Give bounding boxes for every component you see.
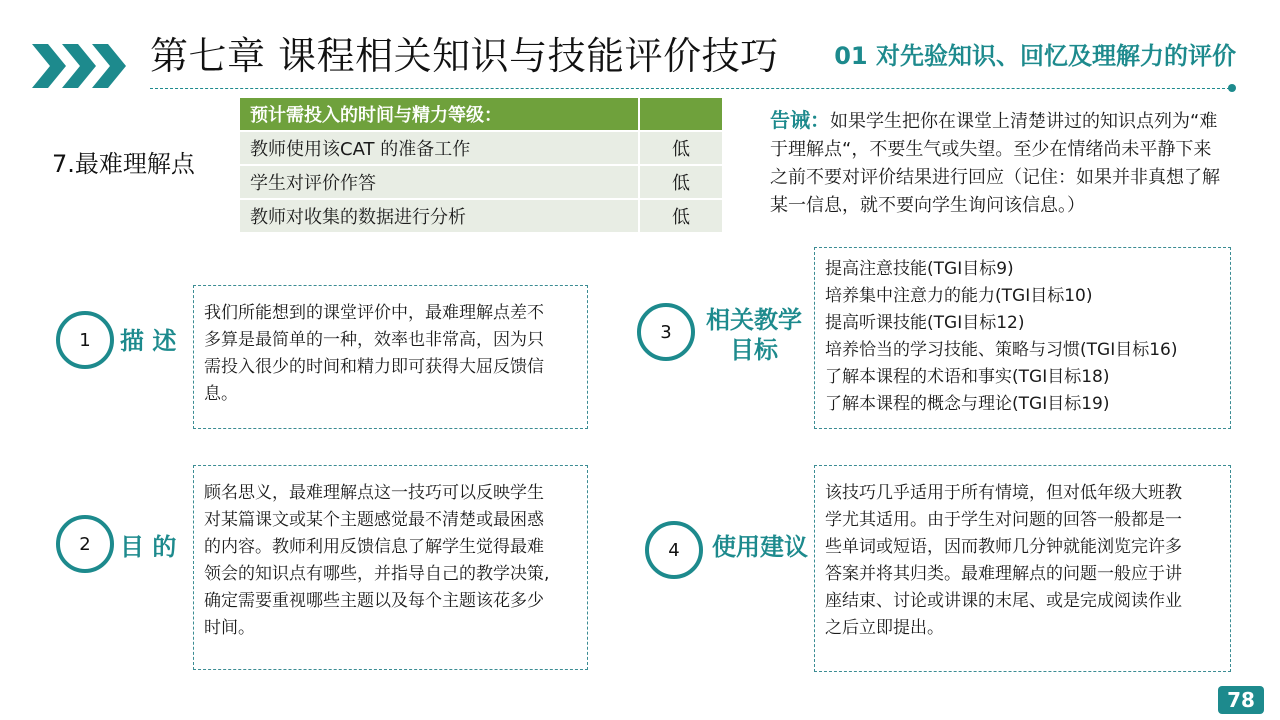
text-line: 时间。 [204,618,255,638]
warning-text: 如果学生把你在课堂上清楚讲过的知识点列为“难于理解点“，不要生气或失望。至少在情绪尚未平静下来之前不要对评价结果进行回应（记住：如果并非真想了解某一信息，就不要向学生询问该信息。） [770,111,1220,216]
chevron-arrows-icon [32,44,128,88]
table-row [240,166,722,198]
text-line: 需投入很少的时间和精力即可获得大屈反馈信 [204,357,544,377]
label-line: 目标 [730,336,778,364]
text-line: 培养集中注意力的能力(TGI目标10) [825,286,1093,306]
table-row-label: 教师对收集的数据进行分析 [240,200,638,232]
page-number-badge: 78 [1218,686,1264,714]
page-title: 第七章 课程相关知识与技能评价技巧 [150,34,779,78]
warning-label: 告诫： [770,108,830,132]
text-line: 答案并将其归类。最难理解点的问题一般应于讲 [825,564,1182,584]
text-line: 对某篇课文或某个主题感觉最不清楚或最困惑 [204,510,544,530]
number-circle-2: 2 [56,515,114,573]
table-header-cell: 预计需投入的时间与精力等级： [240,98,638,130]
table-header-row [240,98,722,130]
block-label-usage-suggestions: 使用建议 [712,533,808,561]
text-line: 我们所能想到的课堂评价中，最难理解点差不 [204,303,544,323]
usage-suggestions-box [814,465,1231,672]
warning-note [770,106,1220,220]
text-line: 息。 [204,384,238,404]
text-line: 座结束、讨论或讲课的末尾、或是完成阅读作业 [825,591,1182,611]
page-subtitle: 01 对先验知识、回忆及理解力的评价 [834,42,1236,70]
table-row [240,200,722,232]
purpose-box [193,465,588,670]
label-line: 相关教学 [706,306,802,334]
text-line: 提高听课技能(TGI目标12) [825,313,1025,333]
text-line: 些单词或短语，因而教师几分钟就能浏览完许多 [825,537,1182,557]
text-line: 培养恰当的学习技能、策略与习惯(TGI目标16) [825,340,1178,360]
text-line: 多算是最简单的一种，效率也非常高，因为只 [204,330,544,350]
section-title: 7.最难理解点 [52,150,195,178]
block-label-purpose: 目 的 [120,533,177,561]
header-divider [150,88,1230,89]
description-box [193,285,588,429]
text-line: 了解本课程的概念与理论(TGI目标19) [825,394,1110,414]
text-line: 确定需要重视哪些主题以及每个主题该花多少 [204,591,544,611]
text-line: 学尤其适用。由于学生对问题的回答一般都是一 [825,510,1182,530]
effort-level-table [240,96,722,234]
table-row-label: 教师使用该CAT 的准备工作 [240,132,638,164]
block-label-teaching-goals [704,305,804,365]
table-row-value: 低 [638,200,722,232]
text-line: 的内容。教师利用反馈信息了解学生觉得最难 [204,537,544,557]
number-circle-1: 1 [56,311,114,369]
table-row [240,132,722,164]
table-row-label: 学生对评价作答 [240,166,638,198]
number-circle-3: 3 [637,303,695,361]
text-line: 顾名思义，最难理解点这一技巧可以反映学生 [204,483,544,503]
text-line: 之后立即提出。 [825,618,944,638]
text-line: 提高注意技能(TGI目标9) [825,259,1014,279]
table-header-cell-empty [638,98,722,130]
text-line: 了解本课程的术语和事实(TGI目标18) [825,367,1110,387]
number-circle-4: 4 [645,521,703,579]
teaching-goals-box [814,247,1231,429]
block-label-description: 描 述 [120,327,177,355]
text-line: 领会的知识点有哪些，并指导自己的教学决策, [204,564,550,584]
text-line: 该技巧几乎适用于所有情境，但对低年级大班教 [825,483,1182,503]
divider-dot [1228,84,1236,92]
table-row-value: 低 [638,166,722,198]
table-row-value: 低 [638,132,722,164]
